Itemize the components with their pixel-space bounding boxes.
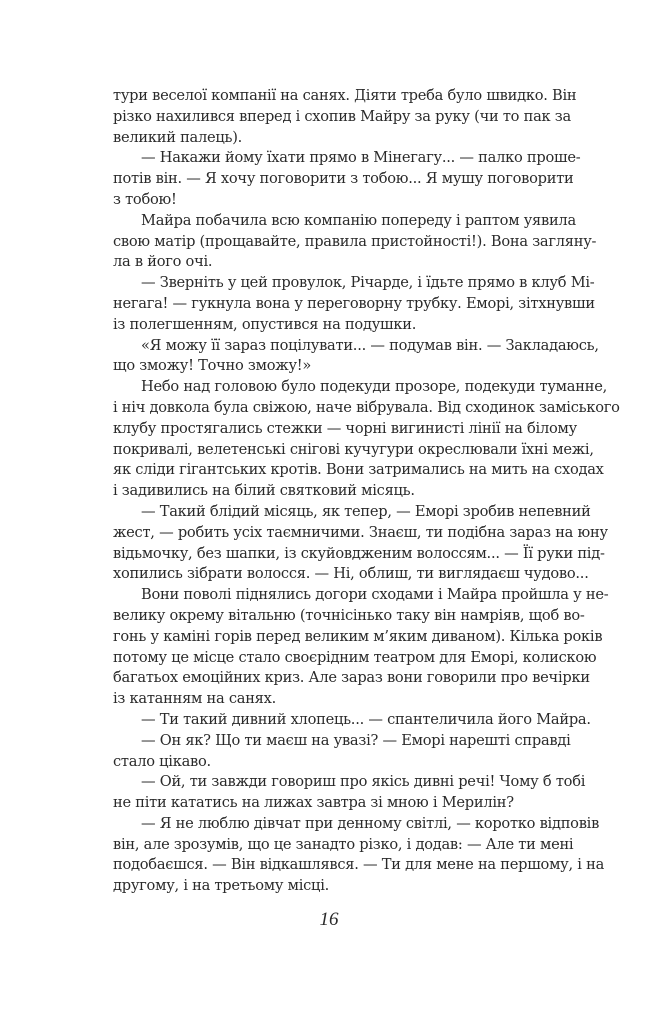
text-line: — Я не люблю дівчат при денному світлі, — коротко відповів [141,814,600,832]
text-line: відьмочку, без шапки, із скуйовдженим волоссям... — Її руки під- [113,544,605,562]
text-line: Майра побачила всю компанію попереду і раптом уявила [141,211,576,229]
text-line: із полегшенням, опустився на подушки. [113,315,417,333]
text-line: ла в його очі. [113,253,213,271]
text-line: з тобою! [113,190,177,208]
text-line: Небо над головою було подекуди прозоре, подекуди туманне, [141,378,607,396]
text-line: другому, і на третьому місці. [113,877,330,895]
text-line: — Такий блідий місяць, як тепер, — Еморі зробив непевний [141,502,591,520]
text-line: потів він. — Я хочу поговорити з тобою... Я мушу поговорити [113,170,574,188]
text-line: тури веселої компанії на санях. Діяти треба було швидко. Він [113,87,577,104]
text-line: свою матір (прощавайте, правила пристойності!). Вона загляну- [113,232,597,250]
text-line: багатьох емоційних криз. Але зараз вони говорили про вечірки [113,669,590,687]
text-line: гонь у каміні горів перед великим м’яким диваном). Кілька років [113,627,603,645]
text-line: стало цікаво. [113,752,211,770]
page-number: 16 [319,909,339,930]
text-line: «Я можу її зараз поцілувати... — подумав він. — Закладаюсь, [141,336,599,354]
text-line: жест, — робить усіх таємничими. Знаєш, ти подібна зараз на юну [113,523,608,541]
text-line: різко нахилився вперед і схопив Майру за руку (чи то пак за [113,107,571,125]
text-line: — Зверніть у цей провулок, Річарде, і їдьте прямо в клуб Мі- [141,274,595,292]
text-line: подобаєшся. — Він відкашлявся. — Ти для мене на першому, і на [113,856,605,874]
text-line: не піти кататись на лижах завтра зі мною і Мерилін? [113,794,514,812]
text-line: — Ой, ти завжди говориш про якісь дивні речі! Чому б тобі [141,773,586,791]
text-line: — Накажи йому їхати прямо в Мінегагу... — палко проше- [141,149,581,167]
text-line: потому це місце стало своєрідним театром для Еморі, колискою [113,648,597,666]
body-text [113,86,620,897]
text-line: що зможу! Точно зможу!» [113,357,312,375]
text-line: із катанням на санях. [113,690,277,708]
text-line: як сліди гігантських кротів. Вони затримались на мить на сходах [113,461,604,479]
text-line: клубу простягались стежки — чорні вигинисті лінії на білому [113,419,577,437]
text-line: негага! — гукнула вона у переговорну трубку. Еморі, зітхнувши [113,294,595,312]
text-line: великий палець). [113,128,243,146]
text-line: і задивились на білий святковий місяць. [113,482,415,500]
text-line: — Ти такий дивний хлопець... — спантеличила його Майра. [141,710,591,728]
text-line: він, але зрозумів, що це занадто різко, і додав: — Але ти мені [113,835,574,853]
text-line: хопились зібрати волосся. — Ні, облиш, ти виглядаєш чудово... [113,565,589,583]
text-line: — Он як? Що ти маєш на увазі? — Еморі нарешті справді [141,731,571,749]
text-line: і ніч довкола була свіжою, наче вібрувала. Від сходинок заміського [113,398,620,416]
text-line: велику окрему вітальню (точнісінько таку він намріяв, щоб во- [113,606,585,624]
text-line: покривалі, велетенські снігові кучугури окреслювали їхні межі, [113,440,594,458]
text-line: Вони поволі піднялись догори сходами і Майра пройшла у не- [141,586,609,604]
